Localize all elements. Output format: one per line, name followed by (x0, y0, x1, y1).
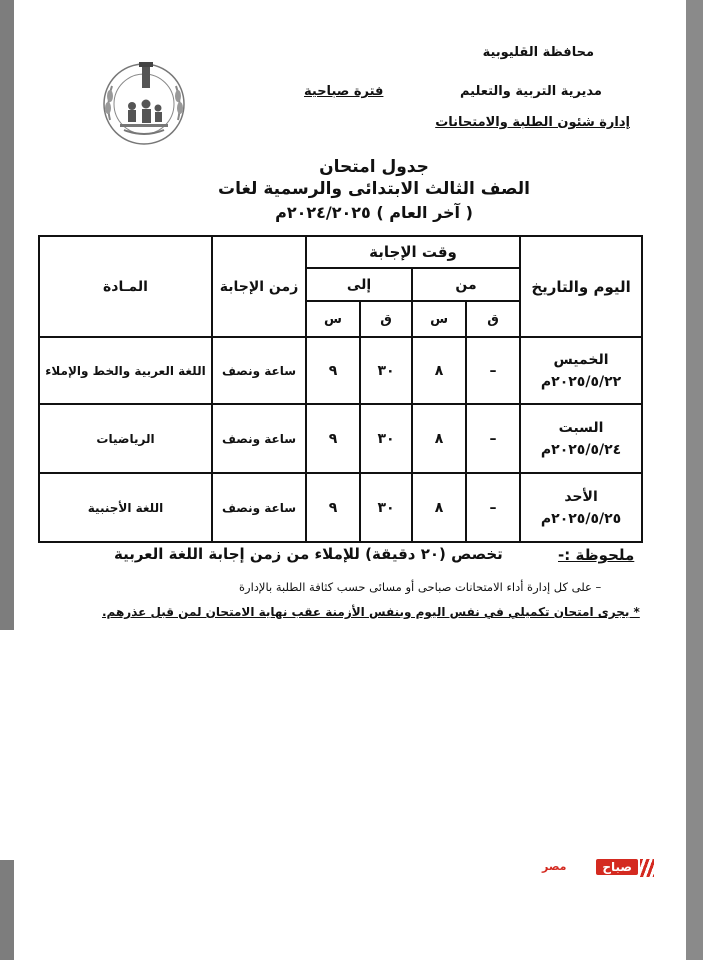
to-hour-cell: ٩ (306, 404, 360, 473)
header-to: إلى (306, 268, 412, 301)
note-bullet-1: – على كل إدارة أداء الامتحانات صباحى أو مسائى حسب كثافة الطلبة بالإدارة (239, 580, 602, 594)
duration-cell: ساعة ونصف (212, 337, 306, 404)
date-label: ٢٠٢٥/٥/٢٥م (540, 510, 622, 527)
day-date-cell (520, 404, 642, 473)
duration-cell: ساعة ونصف (212, 473, 306, 542)
from-minute-cell: – (466, 337, 520, 404)
day-label: الأحد (564, 488, 598, 505)
header-answer-time: وقت الإجابة (306, 236, 520, 268)
header-from-minute: ق (466, 301, 520, 337)
from-hour-cell: ٨ (412, 404, 466, 473)
note-label: ملحوظة :- (558, 546, 635, 564)
header-subject: المـادة (39, 236, 212, 337)
date-label: ٢٠٢٥/٥/٢٢م (540, 373, 622, 390)
table-row (39, 404, 642, 473)
schedule-title: جدول امتحان (319, 157, 429, 177)
subject-cell: اللغة العربية والخط والإملاء (39, 337, 212, 404)
department-label: إدارة شئون الطلبة والامتحانات (435, 115, 630, 130)
left-paper-edge (0, 630, 14, 860)
date-label: ٢٠٢٥/٥/٢٤م (540, 441, 622, 458)
header-from-hour: س (412, 301, 466, 337)
ministry-logo (98, 56, 190, 148)
day-date-cell (520, 337, 642, 404)
watermark-main: صباح (596, 859, 638, 875)
from-hour-cell: ٨ (412, 473, 466, 542)
duration-cell: ساعة ونصف (212, 404, 306, 473)
site-watermark (542, 857, 654, 879)
from-hour-cell: ٨ (412, 337, 466, 404)
day-label: الخميس (553, 351, 609, 368)
directorate-label: مديرية التربية والتعليم (459, 84, 602, 99)
right-scan-border (686, 0, 703, 960)
shift-label: فترة صباحية (304, 84, 384, 99)
watermark-sub: مصر (542, 860, 567, 873)
header-to-minute: ق (360, 301, 412, 337)
note-text: تخصص (٢٠ دقيقة) للإملاء من زمن إجابة اللغة العربية (114, 545, 503, 563)
header-day-date: اليوم والتاريخ (520, 236, 642, 337)
exam-schedule-table (38, 235, 643, 543)
header-duration: زمن الإجابة (212, 236, 306, 337)
header-from: من (412, 268, 520, 301)
brand-stripes-icon (640, 859, 654, 877)
document-page (14, 0, 686, 960)
to-hour-cell: ٩ (306, 337, 360, 404)
table-row (39, 473, 642, 542)
governorate-label: محافظة القليوبية (482, 45, 594, 60)
header-to-hour: س (306, 301, 360, 337)
grade-title: الصف الثالث الابتدائى والرسمية لغات (218, 179, 530, 199)
term-title: ( آخر العام ) ٢٠٢٤/٢٠٢٥م (275, 203, 473, 222)
subject-cell: اللغة الأجنبية (39, 473, 212, 542)
day-date-cell (520, 473, 642, 542)
from-minute-cell: – (466, 404, 520, 473)
to-minute-cell: ٣٠ (360, 404, 412, 473)
table-row (39, 337, 642, 404)
day-label: السبت (558, 419, 604, 436)
note-bullet-2: * يجرى امتحان تكميلي في نفس اليوم وبنفس الأزمنة عقب نهاية الامتحان لمن قبل عذرهم. (102, 605, 640, 619)
to-minute-cell: ٣٠ (360, 337, 412, 404)
to-minute-cell: ٣٠ (360, 473, 412, 542)
to-hour-cell: ٩ (306, 473, 360, 542)
from-minute-cell: – (466, 473, 520, 542)
subject-cell: الرياضيات (39, 404, 212, 473)
